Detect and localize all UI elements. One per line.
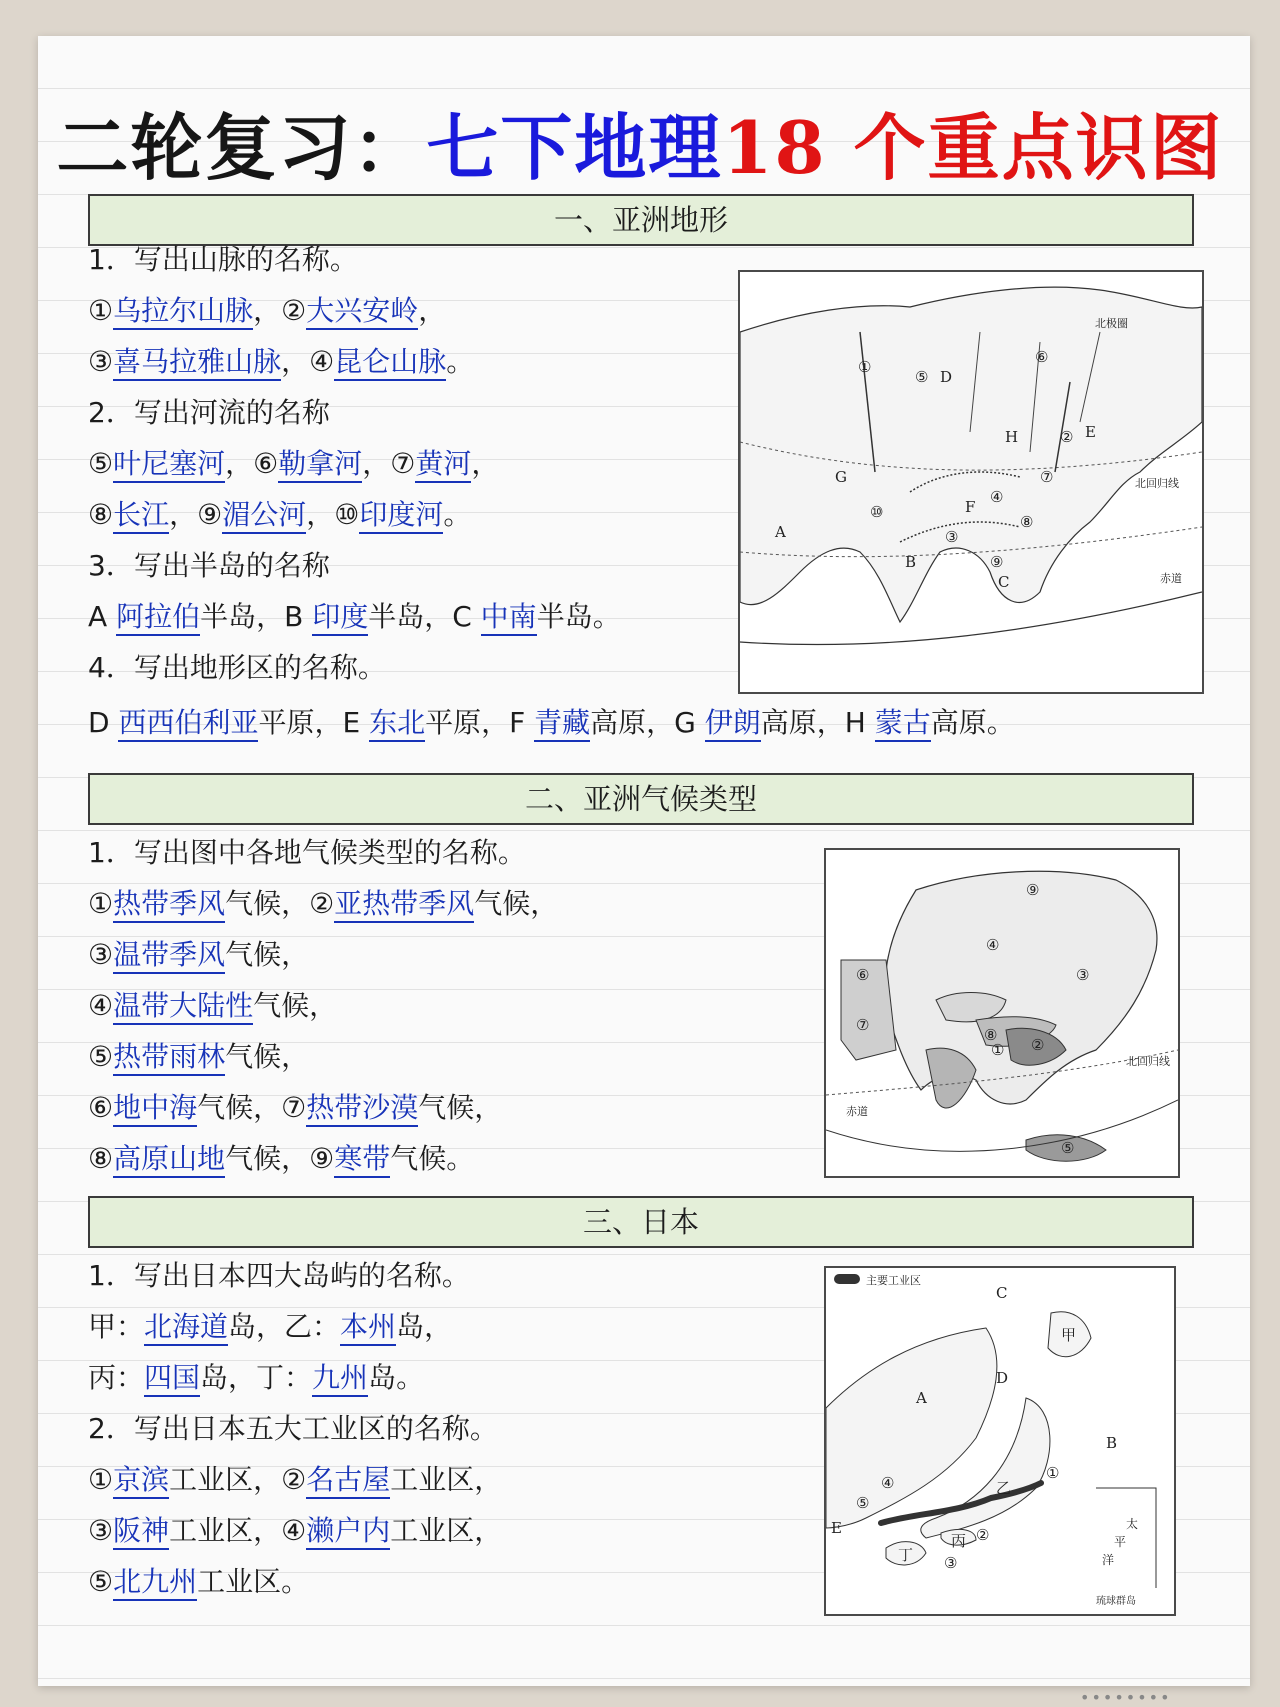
text-line xyxy=(88,703,1015,743)
text-line xyxy=(88,1139,474,1179)
answer-text: 北海道 xyxy=(144,1310,228,1346)
map-label: D xyxy=(996,1369,1009,1387)
page-title: 二轮复习：七下地理18 个重点识图 xyxy=(56,105,1224,190)
answer-text: 阿拉伯 xyxy=(116,600,200,636)
map-label: E xyxy=(831,1519,842,1537)
prompt-text: ⑧ xyxy=(88,498,114,531)
prompt-text: ，② xyxy=(253,294,307,327)
text-line xyxy=(88,1307,452,1347)
text-line xyxy=(88,1037,309,1077)
prompt-text: ，④ xyxy=(281,345,335,378)
answer-text: 黄河 xyxy=(415,447,471,483)
prompt-text: ，⑥ xyxy=(225,447,279,480)
map-label: ⑨ xyxy=(1026,881,1040,899)
prompt-text: 气候，⑦ xyxy=(197,1091,307,1124)
map-label: ⑥ xyxy=(856,966,870,984)
map-label: ④ xyxy=(990,488,1004,506)
text-line xyxy=(88,495,471,535)
map-label: ⑩ xyxy=(870,503,884,521)
prompt-text: 气候， xyxy=(225,938,310,971)
prompt-text: 气候， xyxy=(474,887,559,920)
map-label: D xyxy=(940,368,953,386)
prompt-text: 岛，乙： xyxy=(228,1310,341,1343)
map-label: ⑧ xyxy=(1020,513,1034,531)
text-line xyxy=(88,1088,502,1128)
prompt-text: 气候。 xyxy=(390,1142,475,1175)
map-label: ⑤ xyxy=(915,368,929,386)
map-label: 赤道 xyxy=(846,1105,868,1118)
text-line xyxy=(88,884,558,924)
map-label: 乙 xyxy=(996,1479,1012,1497)
map-label: 太 xyxy=(1126,1517,1139,1531)
text-line xyxy=(88,1358,424,1398)
legend-swatch xyxy=(834,1274,860,1284)
prompt-text: ① xyxy=(88,887,114,920)
map-label: ② xyxy=(1060,428,1074,446)
answer-text: 叶尼塞河 xyxy=(113,447,225,483)
prompt-text: 高原。 xyxy=(930,706,1015,739)
prompt-text: ⑤ xyxy=(88,1040,114,1073)
answer-text: 印度河 xyxy=(359,498,443,534)
answer-text: 北九州 xyxy=(113,1565,197,1601)
section-heading-japan: 三、日本 xyxy=(88,1196,1194,1248)
prompt-text: ，⑨ xyxy=(169,498,223,531)
answer-text: 蒙古 xyxy=(875,706,931,742)
map-label: E xyxy=(1085,423,1096,441)
answer-text: 寒带 xyxy=(334,1142,390,1178)
answer-text: 濑户内 xyxy=(306,1514,390,1550)
prompt-text: 平原，F xyxy=(425,706,535,739)
prompt-text: 高原，H xyxy=(760,706,875,739)
answer-text: 东北 xyxy=(369,706,425,742)
map-label: 主要工业区 xyxy=(866,1274,921,1287)
text-line xyxy=(88,240,358,280)
prompt-text: 工业区， xyxy=(390,1463,503,1496)
map-label: 北回归线 xyxy=(1126,1055,1170,1068)
prompt-text: A xyxy=(88,600,117,633)
text-line xyxy=(88,1460,502,1500)
prompt-text: ⑤ xyxy=(88,447,114,480)
prompt-text: 半岛。 xyxy=(536,600,621,633)
map-label: B xyxy=(1106,1434,1118,1452)
answer-text: 亚热带季风 xyxy=(334,887,474,923)
answer-text: 四国 xyxy=(144,1361,200,1397)
answer-text: 高原山地 xyxy=(113,1142,225,1178)
prompt-text: 甲： xyxy=(88,1310,145,1343)
map-label: ① xyxy=(991,1041,1005,1059)
prompt-text: 4．写出地形区的名称。 xyxy=(88,651,386,684)
prompt-text: 高原，G xyxy=(590,706,705,739)
answer-text: 京滨 xyxy=(113,1463,169,1499)
map-label: ③ xyxy=(1076,966,1090,984)
text-line xyxy=(88,597,621,637)
prompt-text: D xyxy=(88,706,119,739)
answer-text: 长江 xyxy=(113,498,169,534)
prompt-text: 3．写出半岛的名称 xyxy=(88,549,330,582)
prompt-text: ① xyxy=(88,1463,114,1496)
prompt-text: 丙： xyxy=(88,1361,145,1394)
map-label: ③ xyxy=(944,1554,958,1572)
map-label: G xyxy=(835,468,847,486)
map-label: 洋 xyxy=(1102,1553,1115,1567)
prompt-text: ， xyxy=(471,447,500,480)
answer-text: 名古屋 xyxy=(306,1463,390,1499)
section-heading-asia-terrain: 一、亚洲地形 xyxy=(88,194,1194,246)
answer-text: 勒拿河 xyxy=(278,447,362,483)
prompt-text: ，⑦ xyxy=(362,447,416,480)
prompt-text: 气候，② xyxy=(225,887,335,920)
prompt-text: 气候， xyxy=(225,1040,310,1073)
answer-text: 伊朗 xyxy=(705,706,761,742)
answer-text: 喜马拉雅山脉 xyxy=(113,345,281,381)
map-label: 平 xyxy=(1114,1535,1127,1549)
prompt-text: ③ xyxy=(88,1514,114,1547)
map-label: C xyxy=(998,573,1010,591)
prompt-text: ④ xyxy=(88,989,114,1022)
prompt-text: 岛。 xyxy=(368,1361,425,1394)
answer-text: 九州 xyxy=(312,1361,368,1397)
japan-map xyxy=(824,1266,1176,1616)
prompt-text: 。 xyxy=(443,498,472,531)
map-label: ⑧ xyxy=(984,1026,998,1044)
prompt-text: 半岛，B xyxy=(200,600,313,633)
answer-text: 印度 xyxy=(312,600,368,636)
text-line xyxy=(88,342,474,382)
map-label: B xyxy=(905,553,917,571)
map-label: H xyxy=(1005,428,1019,446)
text-line xyxy=(88,393,330,433)
answer-text: 乌拉尔山脉 xyxy=(113,294,253,330)
answer-text: 大兴安岭 xyxy=(306,294,418,330)
map-label: ③ xyxy=(945,528,959,546)
map-label: 北回归线 xyxy=(1135,477,1179,490)
answer-text: 昆仑山脉 xyxy=(334,345,446,381)
map-label: 赤道 xyxy=(1160,572,1182,585)
prompt-text: 气候， xyxy=(253,989,338,1022)
text-line xyxy=(88,291,446,331)
prompt-text: ⑤ xyxy=(88,1565,114,1598)
map-label: 北极圈 xyxy=(1095,317,1128,330)
prompt-text: ⑥ xyxy=(88,1091,114,1124)
prompt-text: 1．写出日本四大岛屿的名称。 xyxy=(88,1259,470,1292)
text-line xyxy=(88,546,330,586)
prompt-text: 工业区，④ xyxy=(169,1514,307,1547)
answer-text: 热带季风 xyxy=(113,887,225,923)
map-label: ② xyxy=(976,1526,990,1544)
map-label: F xyxy=(965,498,976,516)
text-line xyxy=(88,1562,309,1602)
map-label: ④ xyxy=(881,1474,895,1492)
prompt-text: 工业区。 xyxy=(197,1565,310,1598)
prompt-text: 1．写出图中各地气候类型的名称。 xyxy=(88,836,526,869)
map-label: ⑦ xyxy=(856,1016,870,1034)
prompt-text: 2．写出河流的名称 xyxy=(88,396,330,429)
prompt-text: 2．写出日本五大工业区的名称。 xyxy=(88,1412,498,1445)
prompt-text: 平原，E xyxy=(258,706,370,739)
map-label: 琉球群岛 xyxy=(1096,1596,1136,1607)
prompt-text: 气候， xyxy=(418,1091,503,1124)
answer-text: 热带雨林 xyxy=(113,1040,225,1076)
prompt-text: 工业区， xyxy=(390,1514,503,1547)
map-label: ⑥ xyxy=(1035,348,1049,366)
answer-text: 地中海 xyxy=(113,1091,197,1127)
map-label: ⑨ xyxy=(990,553,1004,571)
text-line xyxy=(88,986,337,1026)
text-line xyxy=(88,1511,502,1551)
map-label: ② xyxy=(1031,1036,1045,1054)
map-label: 丙 xyxy=(951,1532,967,1550)
map-label: ⑤ xyxy=(856,1494,870,1512)
prompt-text: 。 xyxy=(446,345,475,378)
answer-text: 西西伯利亚 xyxy=(118,706,258,742)
prompt-text: 岛，丁： xyxy=(200,1361,313,1394)
asia-terrain-map xyxy=(738,270,1204,694)
text-line xyxy=(88,833,526,873)
text-line xyxy=(88,648,386,688)
prompt-text: ① xyxy=(88,294,114,327)
text-line xyxy=(88,1256,470,1296)
prompt-text: ， xyxy=(418,294,447,327)
prompt-text: 工业区，② xyxy=(169,1463,307,1496)
answer-text: 中南 xyxy=(481,600,537,636)
prompt-text: ⑧ xyxy=(88,1142,114,1175)
footer-dots: •••••••• xyxy=(1080,1688,1172,1707)
answer-text: 温带季风 xyxy=(113,938,225,974)
answer-text: 本州 xyxy=(340,1310,396,1346)
text-line xyxy=(88,444,499,484)
map-label: ⑤ xyxy=(1061,1139,1075,1157)
map-label: ① xyxy=(1046,1464,1060,1482)
prompt-text: 半岛，C xyxy=(368,600,481,633)
map-label: 丁 xyxy=(898,1546,914,1564)
answer-text: 青藏 xyxy=(534,706,590,742)
answer-text: 湄公河 xyxy=(222,498,306,534)
asia-climate-map xyxy=(824,848,1180,1178)
answer-text: 温带大陆性 xyxy=(113,989,253,1025)
map-label: A xyxy=(916,1389,927,1407)
map-label: C xyxy=(996,1284,1008,1302)
prompt-text: 岛， xyxy=(396,1310,453,1343)
map-label: ⑦ xyxy=(1040,468,1054,486)
prompt-text: ③ xyxy=(88,938,114,971)
answer-text: 热带沙漠 xyxy=(306,1091,418,1127)
map-label: ④ xyxy=(986,936,1000,954)
section-heading-asia-climate: 二、亚洲气候类型 xyxy=(88,773,1194,825)
map-label: A xyxy=(775,523,786,541)
map-label: ① xyxy=(858,358,872,376)
prompt-text: 气候，⑨ xyxy=(225,1142,335,1175)
prompt-text: 1．写出山脉的名称。 xyxy=(88,243,358,276)
prompt-text: ，⑩ xyxy=(306,498,360,531)
answer-text: 阪神 xyxy=(113,1514,169,1550)
map-label: 甲 xyxy=(1061,1326,1077,1344)
text-line xyxy=(88,935,309,975)
prompt-text: ③ xyxy=(88,345,114,378)
text-line xyxy=(88,1409,498,1449)
